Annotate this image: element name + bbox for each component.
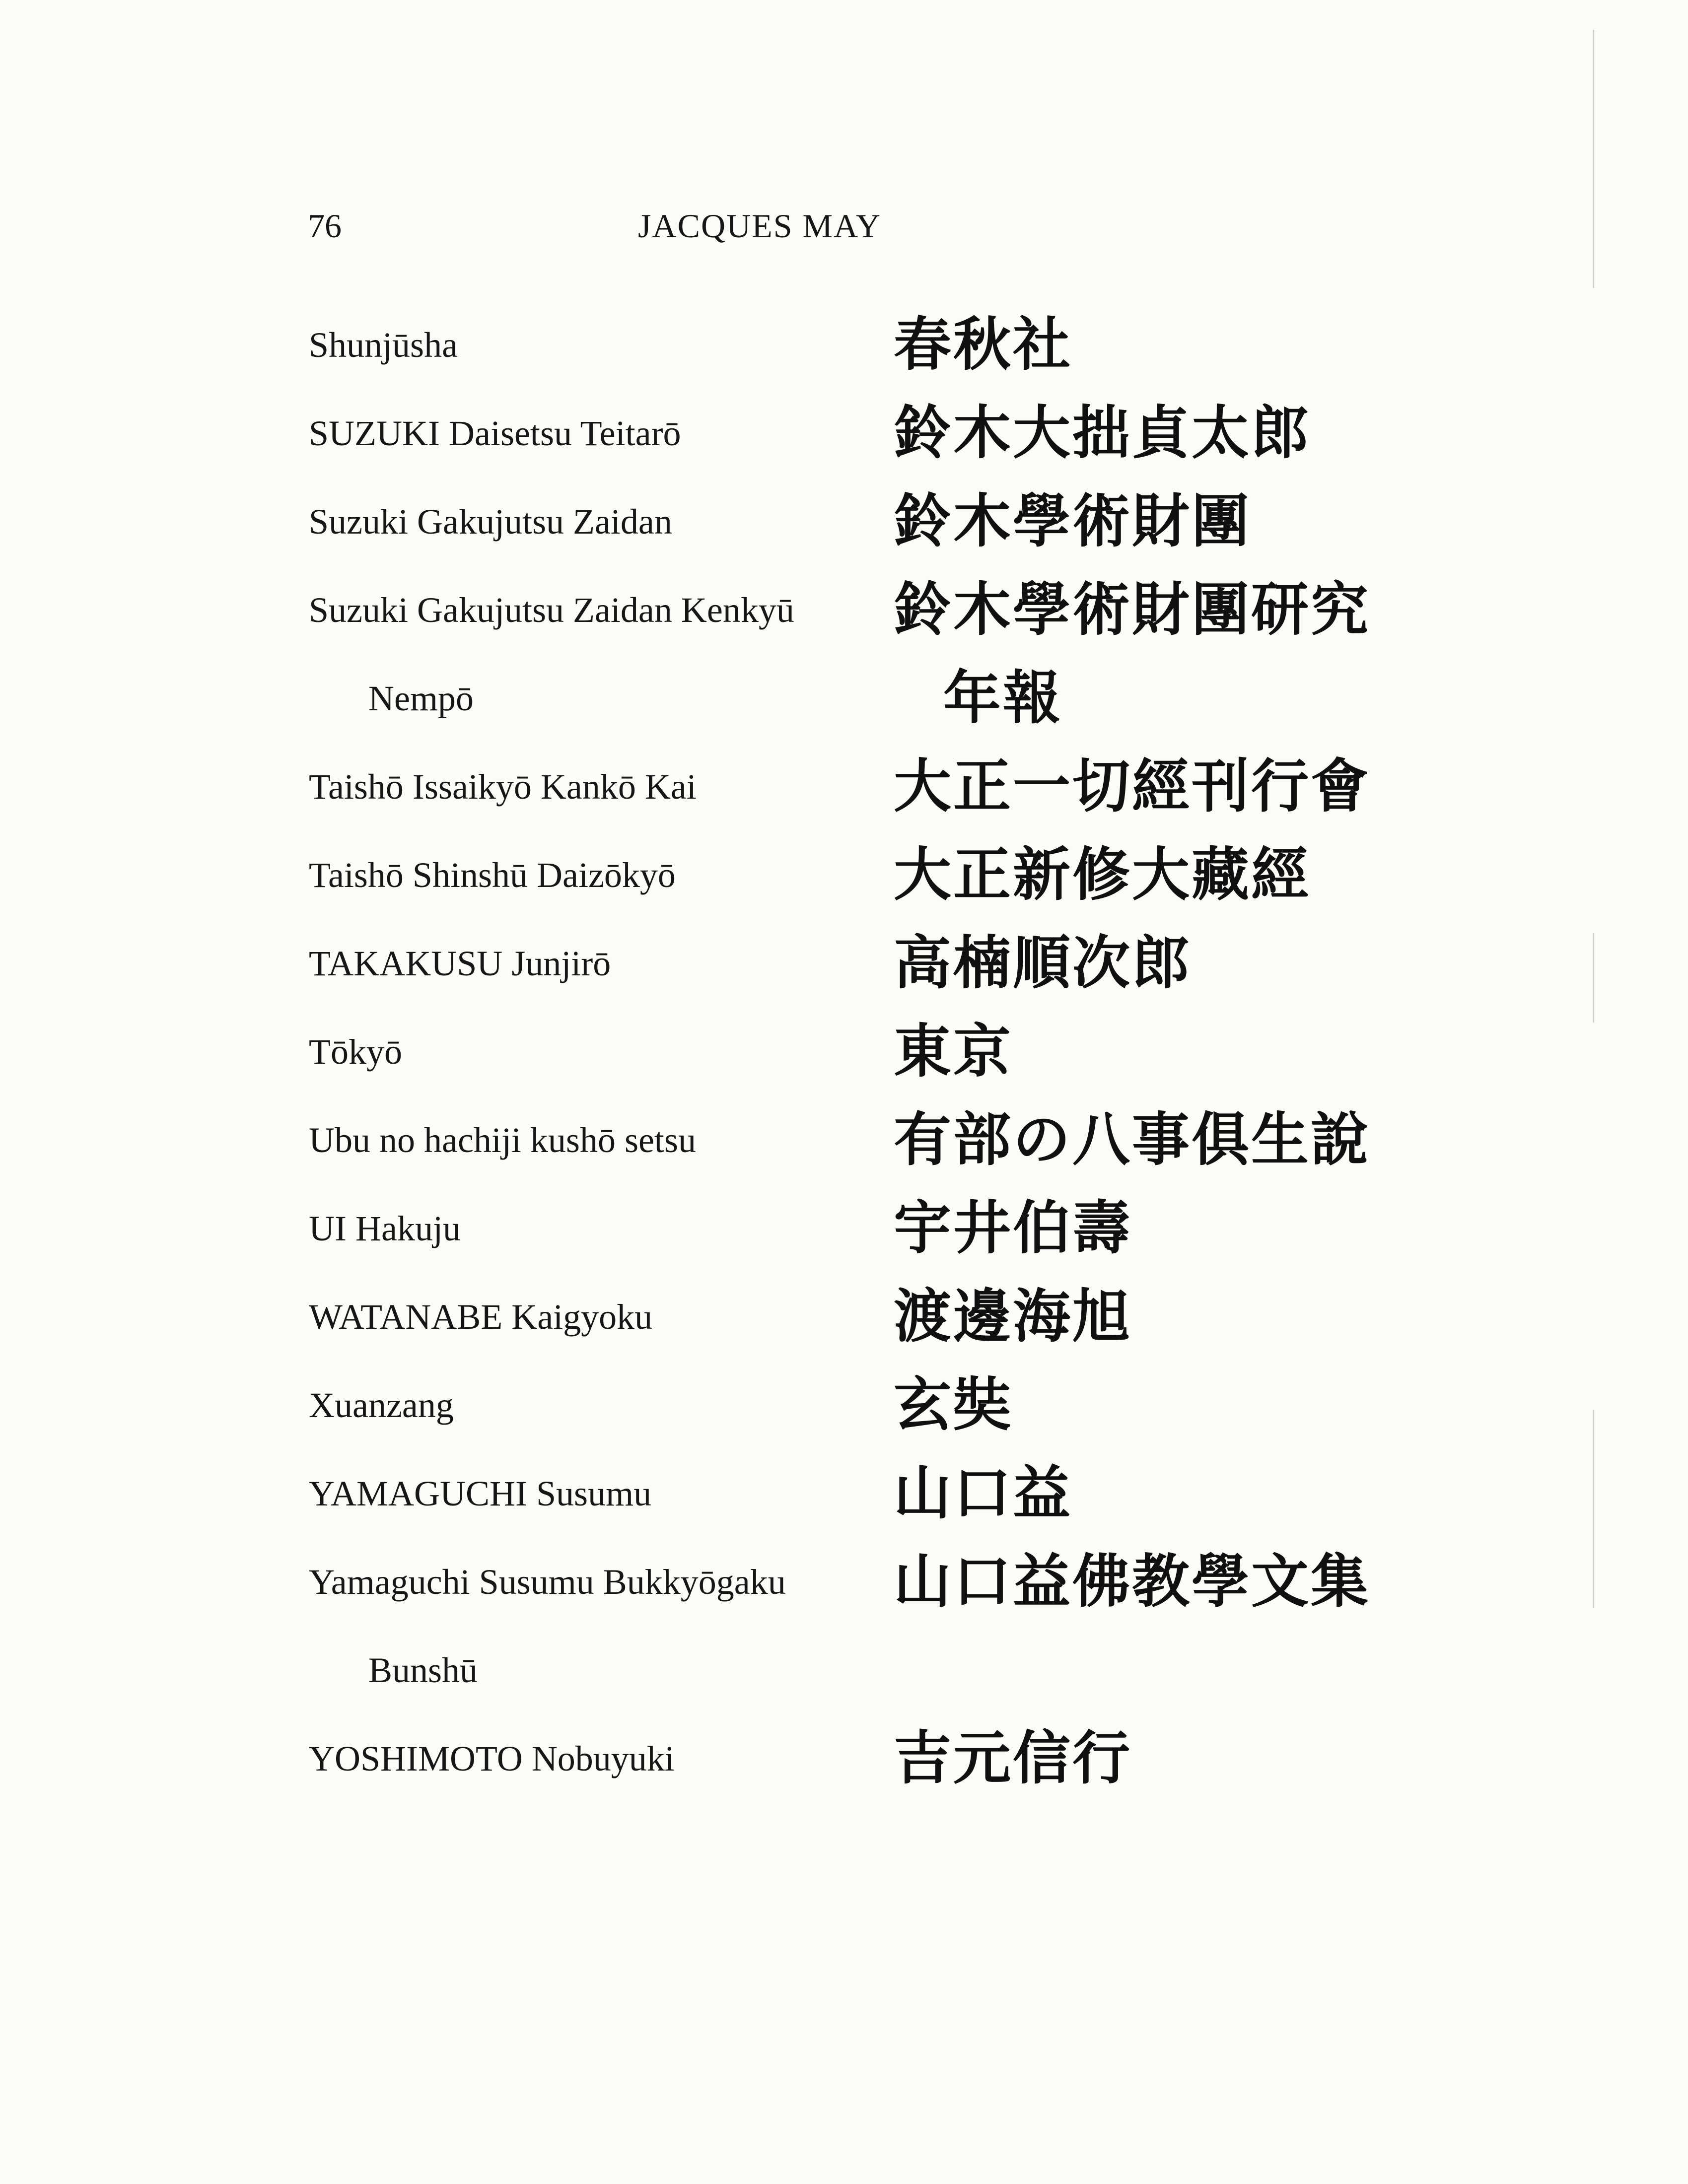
term-text: Nobuyuki (522, 1739, 675, 1778)
term-text: Tōkyō (309, 1032, 402, 1072)
term-text: Bunshū (368, 1650, 478, 1690)
glossary-entry (0, 1633, 1688, 1707)
romanized-term (309, 1191, 461, 1266)
page-number: 76 (308, 207, 342, 245)
term-text: Taishō Issaikyō Kankō Kai (309, 767, 697, 807)
kanji-term: 有部の八事俱生說 (894, 1106, 1370, 1173)
surname: WATANABE (309, 1297, 503, 1337)
glossary-entry (0, 1545, 1688, 1619)
term-text: Taishō Shinshū Daizōkyō (309, 855, 676, 895)
glossary-entry (0, 661, 1688, 736)
glossary-entry (0, 838, 1688, 912)
glossary-entry (0, 484, 1688, 559)
kanji-term: 大正新修大藏經 (894, 841, 1311, 908)
term-text: Nempō (368, 679, 474, 718)
romanized-term (309, 926, 611, 1001)
romanized-term (309, 1103, 696, 1177)
term-text: Xuanzang (309, 1385, 454, 1425)
kanji-term: 吉元信行 (894, 1725, 1132, 1792)
romanized-term (309, 838, 676, 912)
running-head: JACQUES MAY (638, 207, 881, 245)
kanji-term: 鈴木學術財團 (894, 488, 1251, 555)
romanized-term (309, 573, 794, 647)
surname: YAMAGUCHI (309, 1474, 528, 1513)
term-text: Suzuki Gakujutsu Zaidan Kenkyū (309, 590, 794, 630)
glossary-entry (0, 1456, 1688, 1531)
glossary-entry (0, 1280, 1688, 1354)
romanized-term (368, 1633, 478, 1707)
kanji-term: 年報 (943, 665, 1062, 732)
glossary-entry (0, 1368, 1688, 1442)
glossary-entry (0, 1103, 1688, 1177)
kanji-term: 春秋社 (894, 311, 1072, 378)
romanized-term (309, 308, 458, 382)
romanized-term (309, 396, 681, 471)
kanji-term: 宇井伯壽 (894, 1195, 1132, 1262)
romanized-term (309, 1280, 652, 1354)
kanji-term: 山口益 (894, 1460, 1072, 1527)
term-text: Kaigyoku (502, 1297, 653, 1337)
glossary-entry (0, 750, 1688, 824)
glossary-entry (0, 1015, 1688, 1089)
romanized-term (309, 1545, 786, 1619)
romanized-term (368, 661, 474, 736)
glossary-entry (0, 396, 1688, 471)
glossary-entry (0, 1191, 1688, 1266)
kanji-term: 高楠順次郎 (894, 930, 1192, 997)
term-text: Daisetsu Teitarō (440, 413, 681, 453)
kanji-term: 鈴木學術財團研究 (894, 576, 1370, 643)
term-text: Suzuki Gakujutsu Zaidan (309, 502, 672, 542)
romanized-term (309, 1456, 651, 1531)
kanji-term: 渡邊海旭 (894, 1283, 1132, 1350)
scan-edge-line (1593, 30, 1594, 288)
kanji-term: 玄奘 (894, 1371, 1013, 1438)
term-text: Ubu no hachiji kushō setsu (309, 1120, 696, 1160)
glossary-entry (0, 573, 1688, 647)
glossary-entry (0, 1721, 1688, 1796)
surname: YOSHIMOTO (309, 1739, 523, 1778)
kanji-term: 大正一切經刊行會 (894, 753, 1370, 820)
romanized-term (309, 1015, 402, 1089)
kanji-term: 鈴木大拙貞太郎 (894, 400, 1311, 467)
term-text: Yamaguchi Susumu Bukkyōgaku (309, 1562, 786, 1602)
term-text: Hakuju (346, 1209, 461, 1248)
surname: SUZUKI (309, 413, 440, 453)
kanji-term: 山口益佛教學文集 (894, 1548, 1370, 1615)
surname: UI (309, 1209, 347, 1248)
romanized-term (309, 484, 672, 559)
term-text: Shunjūsha (309, 325, 458, 365)
kanji-term: 東京 (894, 1018, 1013, 1085)
term-text: Junjirō (502, 944, 611, 983)
page-header (308, 204, 1192, 248)
glossary-entry (0, 926, 1688, 1001)
romanized-term (309, 1368, 454, 1442)
romanized-term (309, 750, 697, 824)
glossary-entry (0, 308, 1688, 382)
romanized-term (309, 1721, 675, 1796)
term-text: Susumu (527, 1474, 652, 1513)
surname: TAKAKUSU (309, 944, 503, 983)
